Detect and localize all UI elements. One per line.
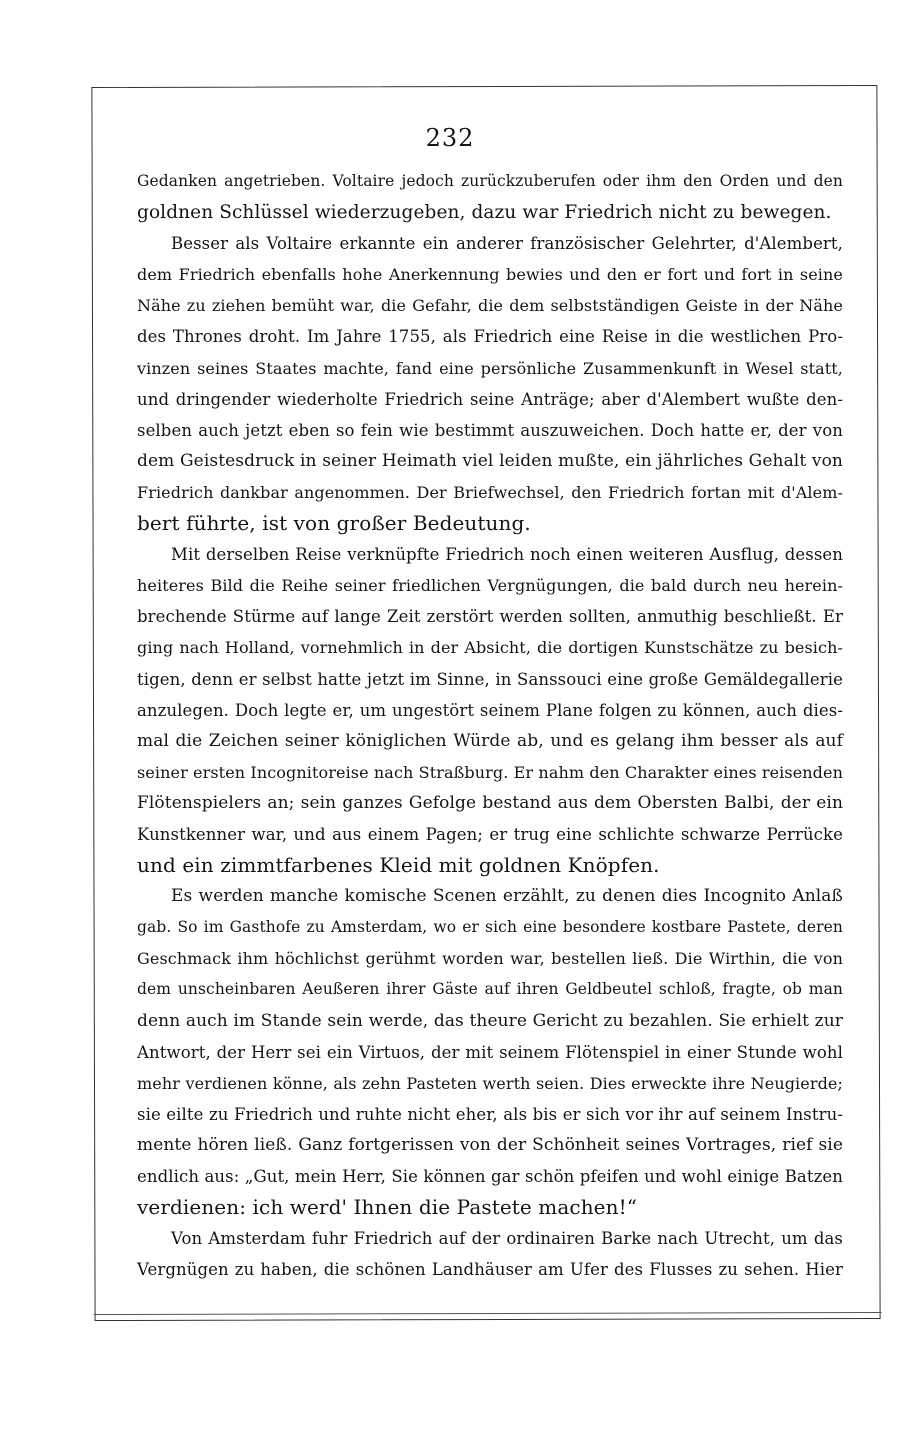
text-line: vinzen seines Staates machte, fand eine persönliche Zusammenkunft in Wesel statt, — [137, 358, 843, 378]
text-line: Gedanken angetrieben. Voltaire jedoch zurückzuberufen oder ihm den Orden und den — [137, 172, 843, 190]
text-line: dem unscheinbaren Aeußeren ihrer Gäste auf ihren Geldbeutel schloß, fragte, ob man — [137, 980, 843, 999]
text-line: mal die Zeichen seiner königlichen Würde ab, und es gelang ihm besser als auf — [137, 730, 843, 751]
text-line: dem Geistesdruck in seiner Heimath viel leiden mußte, ein jährliches Gehalt von — [137, 450, 843, 471]
text-line: anzulegen. Doch legte er, um ungestört seinem Plane folgen zu können, auch dies- — [137, 700, 843, 720]
text-line: goldnen Schlüssel wiederzugeben, dazu war Friedrich nicht zu bewegen. — [137, 202, 832, 224]
text-line: ging nach Holland, vornehmlich in der Absicht, die dortigen Kunstschätze zu besich- — [137, 638, 843, 658]
text-line: des Thrones droht. Im Jahre 1755, als Friedrich eine Reise in die westlichen Pro- — [137, 327, 843, 347]
text-line: tigen, denn er selbst hatte jetzt im Sinne, in Sanssouci eine große Gemäldegallerie — [137, 669, 843, 689]
text-line: selben auch jetzt eben so fein wie bestimmt auszuweichen. Doch hatte er, der von — [137, 420, 843, 440]
text-line: verdienen: ich werd' Ihnen die Pastete machen!“ — [137, 1195, 638, 1220]
text-line: Vergnügen zu haben, die schönen Landhäuser am Ufer des Flusses zu sehen. Hier — [137, 1260, 843, 1280]
text-line: Antwort, der Herr sei ein Virtuos, der mit seinem Flötenspiel in einer Stunde wohl — [137, 1042, 843, 1062]
body-text — [137, 166, 843, 1285]
text-line: gab. So im Gasthofe zu Amsterdam, wo er sich eine besondere kostbare Pastete, deren — [137, 918, 843, 937]
text-line: mehr verdienen könne, als zehn Pasteten werth seien. Dies erweckte ihre Neugierde; — [137, 1073, 843, 1093]
text-line: sie eilte zu Friedrich und ruhte nicht eher, als bis er sich vor ihr auf seinem Instru- — [137, 1104, 843, 1124]
text-line: und dringender wiederholte Friedrich seine Anträge; aber d'Alembert wußte den- — [137, 389, 843, 409]
text-line: Nähe zu ziehen bemüht war, die Gefahr, die dem selbstständigen Geiste in der Nähe — [137, 296, 843, 316]
text-line: Besser als Voltaire erkannte ein anderer französischer Gelehrter, d'Alembert, — [171, 234, 843, 254]
text-line: dem Friedrich ebenfalls hohe Anerkennung bewies und den er fort und fort in seine — [137, 265, 843, 285]
text-line: Mit derselben Reise verknüpfte Friedrich noch einen weiteren Ausflug, dessen — [171, 545, 843, 565]
text-line: Flötenspielers an; sein ganzes Gefolge bestand aus dem Obersten Balbi, der ein — [137, 792, 843, 813]
text-line: Von Amsterdam fuhr Friedrich auf der ordinairen Barke nach Utrecht, um das — [171, 1229, 843, 1249]
text-line: bert führte, ist von großer Bedeutung. — [137, 511, 531, 536]
text-line: denn auch im Stande sein werde, das theure Gericht zu bezahlen. Sie erhielt zur — [137, 1010, 843, 1031]
text-line: heiteres Bild die Reihe seiner friedlichen Vergnügungen, die bald durch neu herein- — [137, 576, 843, 596]
page-number: 232 — [425, 124, 475, 152]
text-line: mente hören ließ. Ganz fortgerissen von der Schönheit seines Vortrages, rief sie — [137, 1134, 843, 1155]
text-line: seiner ersten Incognitoreise nach Straßburg. Er nahm den Charakter eines reisenden — [137, 762, 843, 782]
text-line: Kunstkenner war, und aus einem Pagen; er trug eine schlichte schwarze Perrücke — [137, 824, 843, 844]
text-line: Geschmack ihm höchlichst gerühmt worden war, bestellen ließ. Die Wirthin, die von — [137, 949, 843, 969]
text-line: endlich aus: „Gut, mein Herr, Sie können gar schön pfeifen und wohl einige Batzen — [137, 1167, 843, 1186]
text-line: Friedrich dankbar angenommen. Der Briefwechsel, den Friedrich fortan mit d'Alem- — [137, 482, 843, 502]
text-line: brechende Stürme auf lange Zeit zerstört werden sollten, anmuthig beschließt. Er — [137, 607, 843, 627]
text-line: und ein zimmtfarbenes Kleid mit goldnen Knöpfen. — [137, 853, 660, 878]
text-line: Es werden manche komische Scenen erzählt, zu denen dies Incognito Anlaß — [171, 886, 843, 907]
